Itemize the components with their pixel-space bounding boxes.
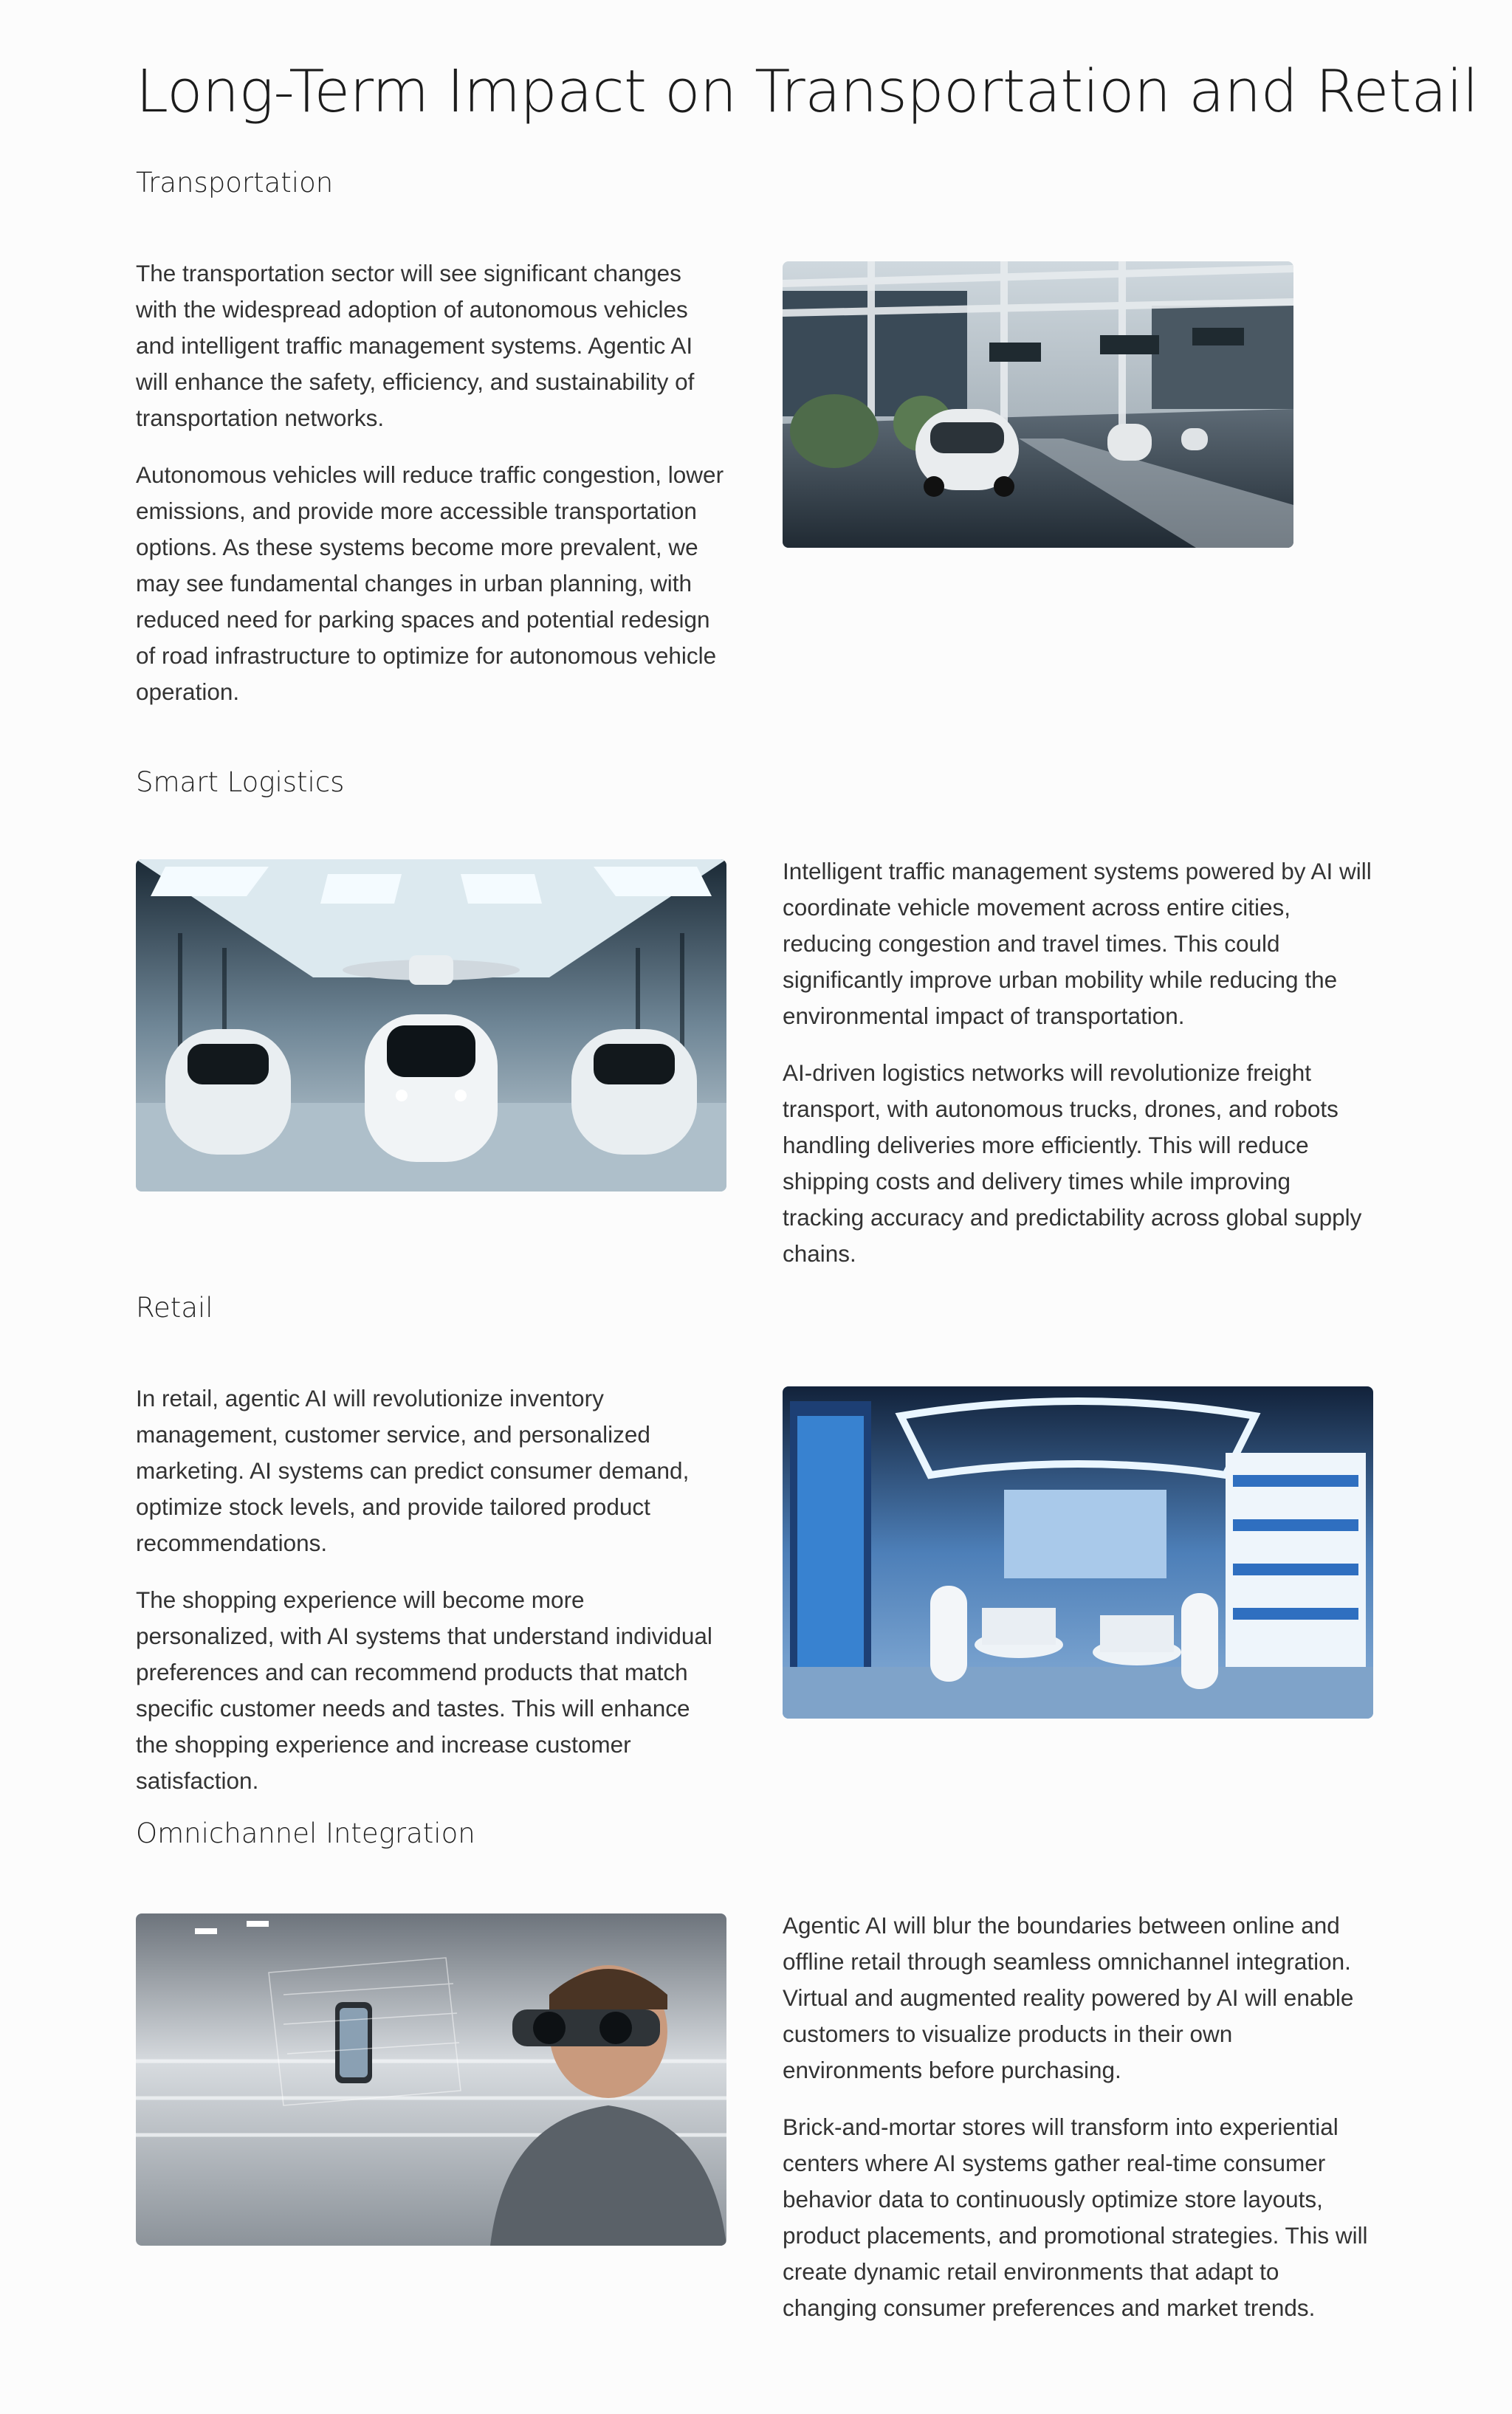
paragraph: Intelligent traffic management systems powered by AI will coordinate vehicle movement across entire cities, reducing congestion and travel times. This could significantly improve urban mobility while reducing the environmental impact of transportation. — [783, 858, 1372, 1029]
autonomous-vehicles-image — [783, 261, 1293, 548]
page-title: Long-Term Impact on Transportation and Retail — [136, 58, 1479, 125]
section-heading-omnichannel-integration: Omnichannel Integration — [136, 1818, 475, 1849]
delivery-robots-image — [136, 859, 726, 1191]
paragraph: The shopping experience will become more personalized, with AI systems that understand individual preferences and can recommend products that match specific customer needs and tastes. This will enhance the shopping experience and increase customer satisfaction. — [136, 1586, 712, 1794]
paragraph: Autonomous vehicles will reduce traffic congestion, lower emissions, and provide more accessible transportation options. As these systems become more prevalent, we may see fundamental changes in urban planning, with reduced need for parking spaces and potential redesign of road infrastructure to optimize for autonomous vehicle operation. — [136, 461, 724, 705]
paragraph: AI-driven logistics networks will revolutionize freight transport, with autonomous trucks, drones, and robots handling deliveries more efficiently. This will reduce shipping costs and delivery times while improving tracking accuracy and predictability across global supply chains. — [783, 1059, 1362, 1267]
section-heading-retail: Retail — [136, 1292, 213, 1324]
section-heading-smart-logistics: Smart Logistics — [136, 766, 345, 798]
section-text-smart-logistics — [783, 853, 1373, 1272]
paragraph: Agentic AI will blur the boundaries between online and offline retail through seamless omnichannel integration. Virtual and augmented reality powered by AI will enable customers to visualize products in their own environments before purchasing. — [783, 1912, 1354, 2083]
section-text-omnichannel-integration — [783, 1908, 1373, 2326]
section-text-retail — [136, 1380, 726, 1799]
section-text-transportation — [136, 255, 726, 710]
paragraph: The transportation sector will see significant changes with the widespread adoption of autonomous vehicles and intelligent traffic management systems. Agentic AI will enhance the safety, efficiency, and sustainability of transportation networks. — [136, 260, 695, 431]
smart-store-image — [783, 1386, 1373, 1719]
paragraph: Brick-and-mortar stores will transform into experiential centers where AI systems gather real-time consumer behavior data to continuously optimize store layouts, product placements, and promotional strategies. This will create dynamic retail environments that adapt to changing consumer preferences and market trends. — [783, 2114, 1368, 2321]
ar-shopper-image — [136, 1913, 726, 2246]
paragraph: In retail, agentic AI will revolutionize inventory management, customer service, and personalized marketing. AI systems can predict consumer demand, optimize stock levels, and provide tailored product recommendations. — [136, 1385, 690, 1556]
section-heading-transportation: Transportation — [136, 167, 334, 199]
